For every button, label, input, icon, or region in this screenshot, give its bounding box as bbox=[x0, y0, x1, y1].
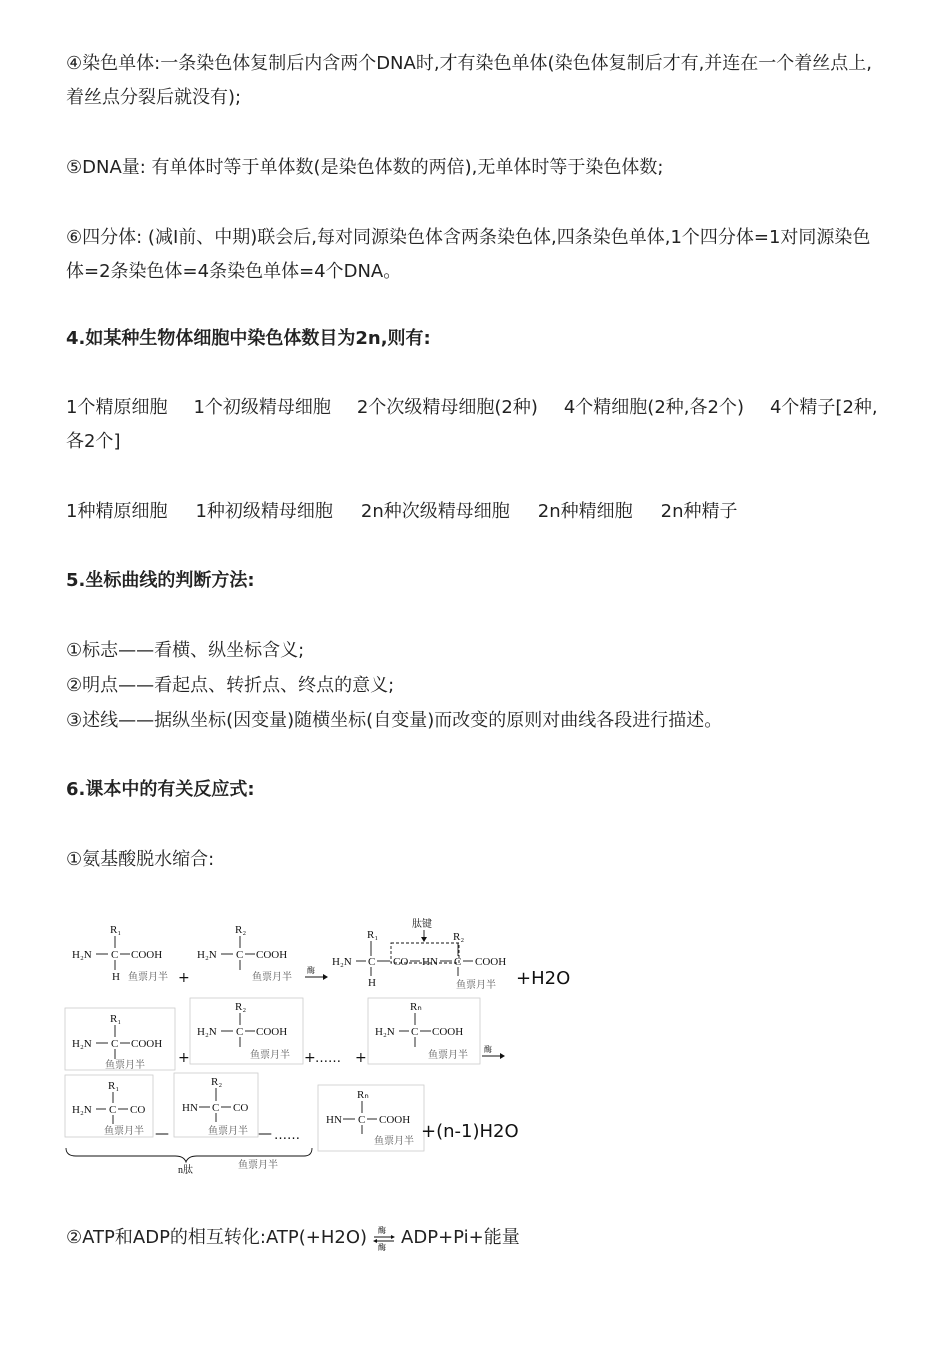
curve-method-line: ③述线——据纵坐标(因变量)随横坐标(自变量)而改变的原则对曲线各段进行描述。 bbox=[66, 710, 723, 731]
watermark: 鱼票月半 bbox=[208, 1126, 248, 1137]
watermark: 鱼票月半 bbox=[128, 972, 168, 983]
svg-text:n肽: n肽 bbox=[178, 1165, 193, 1176]
svg-text:COOH: COOH bbox=[256, 949, 288, 961]
svg-text:H: H bbox=[112, 971, 120, 983]
svg-text:R₂: R₂ bbox=[211, 1076, 223, 1088]
reversible-arrow-icon bbox=[371, 1225, 397, 1251]
section-5-heading: 5.坐标曲线的判断方法: bbox=[66, 570, 255, 591]
svg-text:C: C bbox=[212, 1102, 220, 1114]
cell-count-row bbox=[66, 391, 888, 459]
atp-equation-left: ②ATP和ADP的相互转化:ATP(+H2O) bbox=[66, 1227, 368, 1248]
svg-text:H₂N: H₂N bbox=[197, 1026, 217, 1038]
svg-text:COOH: COOH bbox=[131, 949, 163, 961]
svg-text:—: — bbox=[258, 1126, 272, 1142]
svg-text:R₁: R₁ bbox=[110, 924, 122, 936]
svg-text:……: …… bbox=[274, 1128, 300, 1143]
watermark: 鱼票月半 bbox=[250, 1050, 290, 1061]
svg-text:Rₙ: Rₙ bbox=[410, 1001, 422, 1013]
svg-text:COOH: COOH bbox=[131, 1038, 163, 1050]
svg-text:CO: CO bbox=[233, 1102, 249, 1114]
cell-type-item: 2n种次级精母细胞 bbox=[360, 501, 510, 522]
dipeptide-structure bbox=[332, 917, 506, 989]
svg-text:COOH: COOH bbox=[256, 1026, 288, 1038]
curve-method-line: ②明点——看起点、转折点、终点的意义; bbox=[66, 675, 395, 696]
npeptide-unit bbox=[182, 1076, 248, 1122]
paragraph-dna: ⑤DNA量: 有单体时等于单体数(是染色体数的两倍),无单体时等于染色体数; bbox=[66, 157, 664, 178]
svg-text:HN: HN bbox=[326, 1114, 342, 1126]
svg-text:COOH: COOH bbox=[475, 956, 507, 968]
amino-acid-structure bbox=[197, 1001, 287, 1047]
svg-text:R₁: R₁ bbox=[367, 929, 379, 941]
cell-type-item: 1种精原细胞 bbox=[66, 501, 168, 522]
water-product-n: +(n-1)H2O bbox=[421, 1121, 519, 1142]
cell-count-item: 1个精原细胞 bbox=[66, 397, 168, 418]
svg-text:C: C bbox=[236, 1026, 244, 1038]
svg-text:肽键: 肽键 bbox=[412, 919, 432, 930]
svg-text:COOH: COOH bbox=[379, 1114, 411, 1126]
svg-text:Rₙ: Rₙ bbox=[357, 1089, 369, 1101]
svg-text:+: + bbox=[304, 1050, 316, 1066]
watermark: 鱼票月半 bbox=[104, 1126, 144, 1137]
svg-text:H₂N: H₂N bbox=[72, 1038, 92, 1050]
cell-count-item: 4个精子[2种,各2个] bbox=[66, 397, 878, 452]
section-4-heading: 4.如某种生物体细胞中染色体数目为2n,则有: bbox=[66, 328, 431, 349]
svg-text:H: H bbox=[368, 977, 376, 989]
cell-count-item: 2个次级精母细胞(2种) bbox=[356, 397, 538, 418]
svg-text:H₂N: H₂N bbox=[72, 1104, 92, 1116]
cell-count-item: 1个初级精母细胞 bbox=[193, 397, 331, 418]
svg-text:+: + bbox=[178, 970, 190, 986]
npeptide-unit bbox=[72, 1080, 145, 1124]
section-6-heading: 6.课本中的有关反应式: bbox=[66, 779, 255, 800]
svg-text:R₂: R₂ bbox=[235, 924, 247, 936]
watermark: 鱼票月半 bbox=[238, 1160, 278, 1171]
cell-type-item: 2n种精细胞 bbox=[537, 501, 633, 522]
svg-text:—: — bbox=[155, 1126, 169, 1142]
watermark: 鱼票月半 bbox=[456, 980, 496, 991]
watermark: 鱼票月半 bbox=[428, 1050, 468, 1061]
svg-text:H₂N: H₂N bbox=[375, 1026, 395, 1038]
npeptide-unit bbox=[326, 1089, 410, 1134]
svg-text:R₁: R₁ bbox=[108, 1080, 120, 1092]
cell-type-item: 2n种精子 bbox=[660, 501, 738, 522]
svg-text:R₂: R₂ bbox=[453, 931, 465, 943]
svg-text:酶: 酶 bbox=[307, 966, 315, 975]
svg-text:COOH: COOH bbox=[432, 1026, 464, 1038]
paragraph-chromatid: ④染色单体:一条染色体复制后内含两个DNA时,才有染色单体(染色体复制后才有,并连在一个着丝点上,着丝点分裂后就没有); bbox=[66, 53, 873, 108]
watermark: 鱼票月半 bbox=[374, 1136, 414, 1147]
svg-text:R₂: R₂ bbox=[235, 1001, 247, 1013]
amino-acid-condensation-label: ①氨基酸脱水缩合: bbox=[66, 849, 215, 870]
svg-text:酶: 酶 bbox=[484, 1045, 492, 1054]
svg-text:H₂N: H₂N bbox=[72, 949, 92, 961]
cell-type-item: 1种初级精母细胞 bbox=[195, 501, 333, 522]
watermark: 鱼票月半 bbox=[252, 972, 292, 983]
curve-method-line: ①标志——看横、纵坐标含义; bbox=[66, 640, 305, 661]
svg-text:C: C bbox=[111, 1038, 119, 1050]
svg-text:C: C bbox=[411, 1026, 419, 1038]
svg-text:酶: 酶 bbox=[378, 1243, 387, 1252]
amino-acid-structure bbox=[375, 1001, 463, 1047]
cell-type-row bbox=[66, 495, 888, 529]
atp-equation-right: ADP+Pi+能量 bbox=[401, 1227, 520, 1248]
svg-text:HN: HN bbox=[422, 956, 438, 968]
watermark: 鱼票月半 bbox=[105, 1060, 145, 1071]
svg-text:H₂N: H₂N bbox=[332, 956, 352, 968]
svg-text:酶: 酶 bbox=[378, 1226, 387, 1235]
svg-text:HN: HN bbox=[182, 1102, 198, 1114]
svg-text:……: …… bbox=[315, 1051, 341, 1066]
svg-text:C: C bbox=[358, 1114, 366, 1126]
svg-text:CO: CO bbox=[130, 1104, 146, 1116]
svg-text:C: C bbox=[454, 956, 462, 968]
amino-acid-structure bbox=[197, 924, 287, 970]
amino-acid-structure bbox=[72, 1013, 162, 1059]
svg-text:C: C bbox=[109, 1104, 117, 1116]
svg-text:H₂N: H₂N bbox=[197, 949, 217, 961]
atp-adp-conversion bbox=[66, 1221, 888, 1255]
paragraph-tetrad: ⑥四分体: (减Ⅰ前、中期)联会后,每对同源染色体含两条染色体,四条染色单体,1个四分体=1对同源染色体=2条染色体=4条染色单体=4个DNA。 bbox=[66, 227, 871, 282]
svg-text:C: C bbox=[111, 949, 119, 961]
cell-count-item: 4个精细胞(2种,各2个) bbox=[563, 397, 744, 418]
water-product-1: +H2O bbox=[516, 968, 571, 989]
svg-text:R₁: R₁ bbox=[110, 1013, 122, 1025]
svg-text:C: C bbox=[236, 949, 244, 961]
svg-text:CO: CO bbox=[393, 956, 409, 968]
svg-text:C: C bbox=[368, 956, 376, 968]
svg-text:+: + bbox=[178, 1050, 190, 1066]
svg-text:+: + bbox=[355, 1050, 367, 1066]
